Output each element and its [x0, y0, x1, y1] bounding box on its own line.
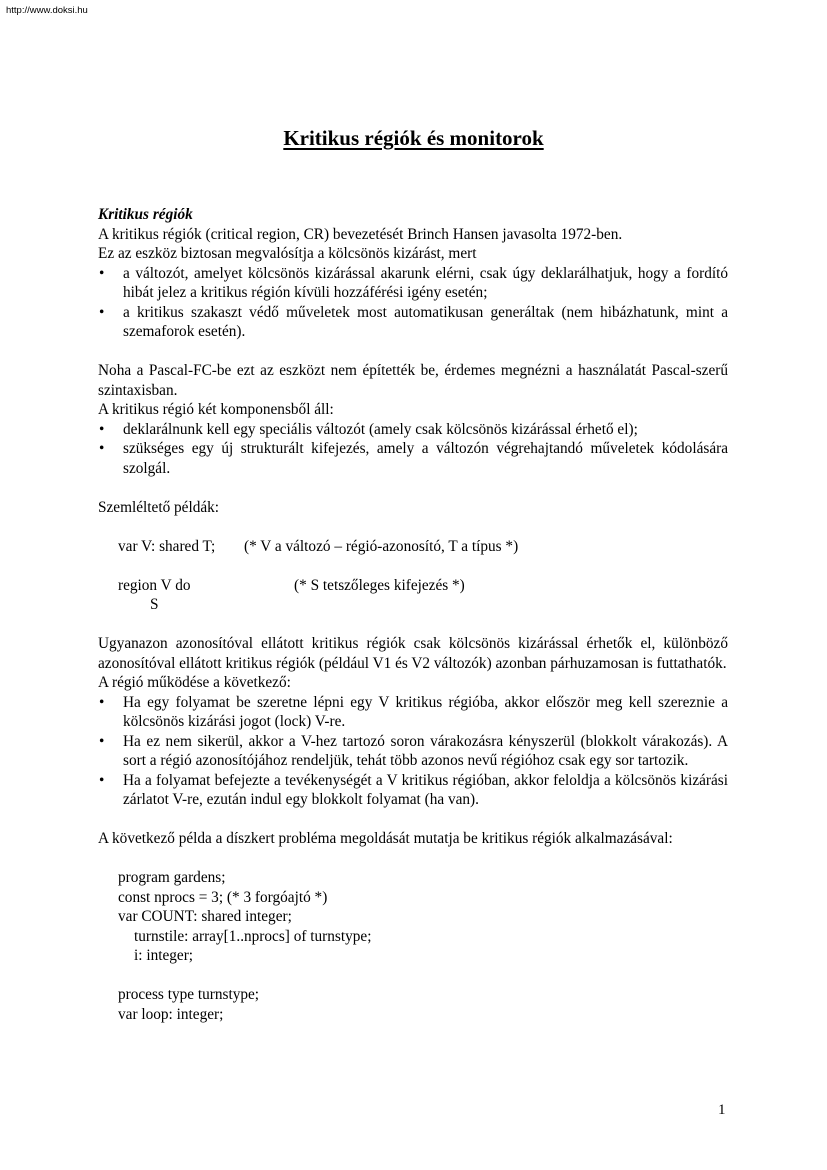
list-item: • a kritikus szakaszt védő műveletek most automatikusan generáltak (nem hibázhatunk, mint a szemaforok esetén).: [98, 303, 728, 342]
identifier-paragraph: Ugyanazon azonosítóval ellátott kritikus régiók csak kölcsönös kizárással érhetők el, különböző azonosítóval ellátott kritikus régiók (például V1 és V2 változók) azonban párhuzamosan is futtathatók.: [98, 635, 728, 672]
code-line: var loop: integer;: [118, 1005, 224, 1023]
intro-line-1: A kritikus régiók (critical region, CR) bevezetését Brinch Hansen javasolta 1972-ben.: [98, 225, 623, 243]
code-line: program gardens;: [118, 869, 226, 886]
components-list: [98, 420, 728, 479]
section-heading: Kritikus régiók: [98, 206, 193, 223]
examples-label: Szemléltető példák:: [98, 498, 220, 516]
document-body: [98, 205, 728, 1024]
list-item: • deklarálnunk kell egy speciális változót (amely csak kölcsönös kizárással érhető el);: [98, 420, 728, 440]
code-line: process type turnstype;: [118, 986, 260, 1003]
source-url[interactable]: http://www.doksi.hu: [6, 5, 88, 16]
code-line: turnstile: array[1..nprocs] of turnstype;: [134, 927, 372, 945]
list-item: • Ha egy folyamat be szeretne lépni egy V kritikus régióba, akkor először meg kell szereznie a kölcsönös kizárási jogot (lock) V-re.: [98, 693, 728, 732]
list-item: • Ha a folyamat befejezte a tevékenységét a V kritikus régióban, akkor feloldja a kölcsönös kizárási zárlatot V-re, ezután indul egy blokkolt folyamat (ha van).: [98, 771, 728, 810]
components-intro: A kritikus régió két komponensből áll:: [98, 401, 334, 418]
list-item: • a változót, amelyet kölcsönös kizárással akarunk elérni, csak úgy deklarálhatjuk, hogy a fordító hibát jelez a kritikus régión kívüli hozzáférési igény esetén;: [98, 264, 728, 303]
page-title: Kritikus régiók és monitorok: [283, 126, 544, 150]
example-1-code: var V: shared T;: [118, 537, 216, 555]
reasons-list: [98, 264, 728, 342]
garden-example-intro: A következő példa a díszkert probléma megoldását mutatja be kritikus régiók alkalmazásával:: [98, 830, 673, 847]
pascal-fc-paragraph: Noha a Pascal-FC-be ezt az eszközt nem építették be, érdemes megnézni a használatát Pascal-szerű szintaxisban.: [98, 362, 728, 399]
operation-intro: A régió működése a következő:: [98, 674, 291, 691]
example-2-comment: (* S tetszőleges kifejezés *): [294, 576, 465, 594]
example-1: [98, 537, 728, 557]
example-2-code: region V do: [118, 576, 191, 594]
program-listing: [98, 868, 728, 1024]
example-1-comment: (* V a változó – régió-azonosító, T a típus *): [244, 537, 519, 555]
page-number: 1: [718, 1102, 726, 1118]
example-2-body: S: [150, 596, 159, 613]
operation-list: [98, 693, 728, 810]
list-item: • szükséges egy új strukturált kifejezés, amely a változón végrehajtandó műveletek kódolására szolgál.: [98, 439, 728, 478]
intro-line-2: Ez az eszköz biztosan megvalósítja a kölcsönös kizárást, mert: [98, 245, 477, 262]
example-2: [98, 576, 728, 615]
list-item: • Ha ez nem sikerül, akkor a V-hez tartozó soron várakozásra kényszerül (blokkolt várakozás). A sort a régió azonosítójához rendeljük, tehát több azonos nevű régióhoz csak egy sor tartozik.: [98, 732, 728, 771]
code-line: const nprocs = 3; (* 3 forgóajtó *): [118, 888, 328, 906]
code-line: var COUNT: shared integer;: [118, 908, 292, 925]
code-line: i: integer;: [134, 947, 194, 964]
